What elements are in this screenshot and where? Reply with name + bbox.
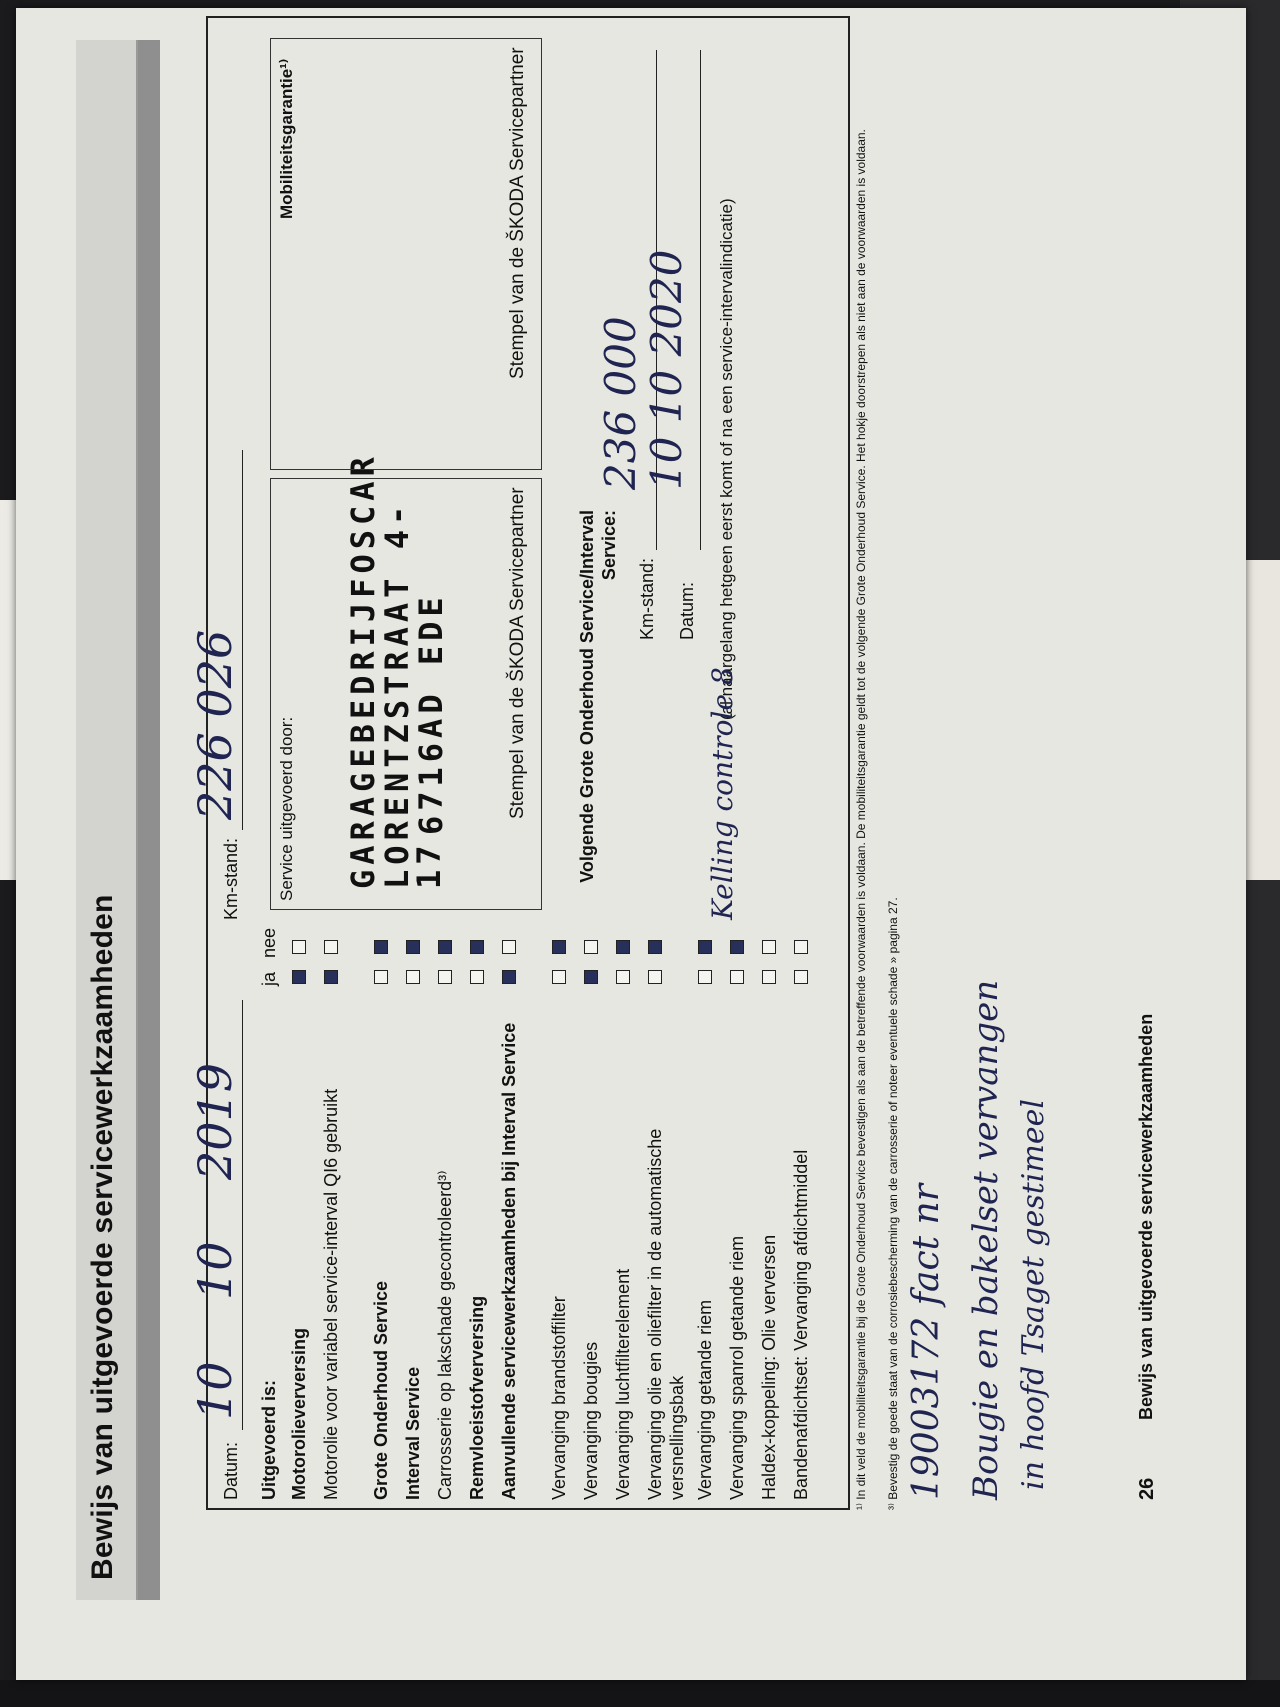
page-number: 26 (1136, 1477, 1158, 1500)
volgende-km-label: Km-stand: (637, 557, 657, 640)
checkbox-nee[interactable] (648, 940, 662, 954)
checkbox-ja[interactable] (648, 970, 662, 984)
datum-underline (242, 1000, 243, 1430)
checklist-item-label: Vervanging luchtfilterelement (613, 1268, 633, 1500)
footnote-1: ¹⁾ In dit veld de mobiliteitsgarantie bij de Grote Onderhoud Service bevestigen als aan de betreffende voorwaarden is voldaan. De mobiliteitsgarantie geldt tot de volgende Grote Onderhoud Service. Het hokje doorstrepen als niet aan de voorwaarden is voldaan. (854, 129, 868, 1510)
checklist-item-label: Aanvullende servicewerkzaamheden bij Interval Service (499, 1022, 519, 1500)
checkbox-ja[interactable] (584, 970, 598, 984)
checklist-item-label: Haldex-koppeling: Olie verversen (759, 1234, 779, 1500)
checklist-item-label: Bandenafdichtset: Vervanging afdichtmiddel (791, 1149, 811, 1500)
checklist-row (788, 930, 816, 1500)
uitgevoerd-label: Uitgevoerd is: (259, 1379, 279, 1500)
stamp-box-service (270, 452, 542, 910)
checklist-row (496, 930, 542, 1500)
kmstand-underline (242, 450, 243, 830)
checkbox-nee[interactable] (406, 940, 420, 954)
checkbox-ja[interactable] (552, 970, 566, 984)
checklist-item-label: Vervanging getande riem (695, 1299, 715, 1500)
checklist-row (400, 930, 428, 1500)
checklist-item-label: Carrosserie op lakschade gecontroleerd³⁾ (435, 1170, 455, 1500)
datum-month: 10 (188, 1241, 242, 1300)
checkbox-nee[interactable] (292, 940, 306, 954)
kmstand-label: Km-stand: (221, 837, 241, 920)
checkbox-ja[interactable] (406, 970, 420, 984)
checkbox-ja[interactable] (698, 970, 712, 984)
mobiliteit-label: Mobiliteitsgarantie¹⁾ (277, 58, 296, 219)
volgende-note: (al naargelang hetgeen eerst komt of na een service-intervalindicatie) (717, 198, 736, 720)
checklist-row (692, 930, 720, 1500)
checkbox-nee[interactable] (584, 940, 598, 954)
checkbox-ja[interactable] (292, 970, 306, 984)
page-title: Bewijs van uitgevoerde servicewerkzaamheden (86, 894, 119, 1580)
stamp-line-2: LORENTZSTRAAT 4-17 (378, 500, 448, 889)
datum-label: Datum: (221, 1441, 241, 1500)
title-band (76, 40, 139, 1600)
checklist-row (432, 930, 460, 1500)
checkbox-ja[interactable] (762, 970, 776, 984)
hand-note-3: in hoofd Tsaget gestimeel (1016, 1099, 1051, 1490)
checklist-item-label: Remvloeistofverversing (467, 1295, 487, 1500)
checklist-item-label: Motorolieverversing (289, 1327, 309, 1500)
hand-note-checkbox: Kelling controle 8 (706, 667, 739, 920)
checkbox-nee[interactable] (698, 940, 712, 954)
stamp-line-3: 6716AD EDE (412, 592, 450, 835)
volgende-datum-value: 10 10 2020 (642, 249, 691, 490)
checkbox-nee[interactable] (374, 940, 388, 954)
footer-title: Bewijs van uitgevoerde servicewerkzaamheden (1136, 1013, 1156, 1420)
checklist-row (368, 930, 396, 1500)
background-bottom (0, 1680, 1280, 1707)
rotated-sheet (16, 8, 1246, 1680)
checkbox-ja[interactable] (730, 970, 744, 984)
datum-year: 2019 (188, 1062, 242, 1180)
checkbox-nee[interactable] (730, 940, 744, 954)
stamp-caption-left: Stempel van de ŠKODA Servicepartner (507, 487, 528, 819)
checklist-row (464, 930, 492, 1500)
checklist-row (546, 930, 574, 1500)
checkbox-nee[interactable] (794, 940, 808, 954)
checklist-item-label: Grote Onderhoud Service (371, 1280, 391, 1500)
checklist-row (724, 930, 752, 1500)
checkbox-nee[interactable] (552, 940, 566, 954)
volgende-datum-underline (700, 50, 701, 550)
checkbox-nee[interactable] (438, 940, 452, 954)
hand-note-2: Bougie en bakelset vervangen (966, 979, 1006, 1500)
checkbox-ja[interactable] (470, 970, 484, 984)
checklist-item-label: Interval Service (403, 1366, 423, 1500)
checklist-item-label: Vervanging bougies (581, 1341, 601, 1500)
checklist-row (318, 930, 364, 1500)
footnote-3: ³⁾ Bevestig de goede staat van de corrosiebescherming van de carrosserie of noteer eventuele schade » pagina 27. (886, 897, 900, 1510)
gray-strip (138, 40, 160, 1600)
checklist-row (610, 930, 638, 1500)
hand-note-1: 19003172 fact nr (906, 1184, 947, 1500)
stamp-caption-right: Stempel van de ŠKODA Servicepartner (507, 47, 528, 379)
checkbox-nee[interactable] (470, 940, 484, 954)
checkbox-ja[interactable] (502, 970, 516, 984)
checklist-row (286, 930, 314, 1500)
checkbox-ja[interactable] (616, 970, 630, 984)
checkbox-nee[interactable] (324, 940, 338, 954)
volgende-km-value: 236 000 (596, 316, 645, 490)
volgende-title: Volgende Grote Onderhoud Service/Interval Service: (577, 510, 619, 883)
col-ja: ja (259, 971, 279, 986)
checklist-item-label: Vervanging olie en oliefilter in de automatische versnellingsbak (645, 1128, 687, 1500)
checklist-row (756, 930, 784, 1500)
checklist-row (578, 930, 606, 1500)
stamp-box-mobiliteit (270, 38, 542, 470)
checkbox-ja[interactable] (324, 970, 338, 984)
checklist-item-label: Vervanging spanrol getande riem (727, 1235, 747, 1500)
checkbox-ja[interactable] (374, 970, 388, 984)
kmstand-value: 226 026 (188, 629, 242, 820)
service-door-label: Service uitgevoerd door: (277, 716, 296, 901)
checklist-item-label: Motorolie voor variabel service-interval QI6 gebruikt (321, 1088, 341, 1500)
volgende-datum-label: Datum: (677, 581, 697, 640)
checkbox-nee[interactable] (502, 940, 516, 954)
checkbox-nee[interactable] (616, 940, 630, 954)
checklist-row (642, 930, 688, 1500)
checklist-item-label: Vervanging brandstoffilter (549, 1296, 569, 1500)
col-nee: nee (259, 927, 279, 958)
checkbox-ja[interactable] (438, 970, 452, 984)
checkbox-ja[interactable] (794, 970, 808, 984)
datum-day: 10 (188, 1361, 242, 1420)
stamp-line-1: GARAGEBEDRIJFOSCAR (344, 452, 382, 889)
background-page-right (1240, 560, 1280, 880)
checkbox-nee[interactable] (762, 940, 776, 954)
service-booklet-page (16, 8, 1246, 1680)
